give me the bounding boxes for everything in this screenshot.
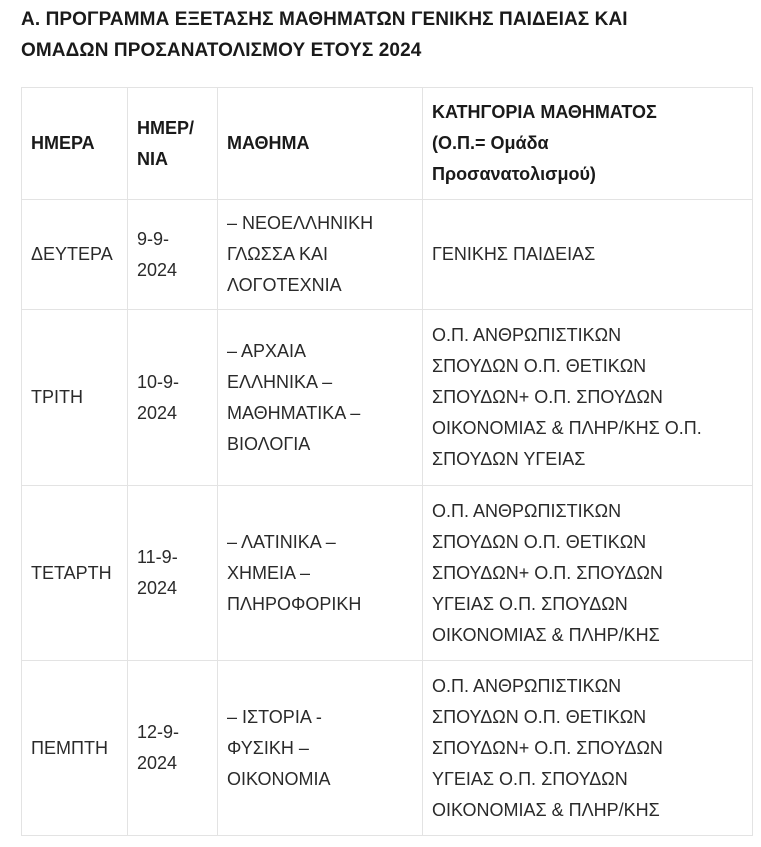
- category-line: Ο.Π. ΑΝΘΡΩΠΙΣΤΙΚΩΝ: [432, 675, 622, 696]
- subject-line: – ΛΑΤΙΝΙΚΑ –: [227, 531, 336, 552]
- date-line: 9-9-: [137, 228, 170, 249]
- subject-cell: [218, 486, 423, 661]
- category-line: ΟΙΚΟΝΟΜΙΑΣ & ΠΛΗΡ/ΚΗΣ: [432, 799, 660, 820]
- date-line: 10-9-: [137, 371, 180, 392]
- subject-line: ΜΑΘΗΜΑΤΙΚΑ –: [227, 402, 361, 423]
- subject-line: ΕΛΛΗΝΙΚΑ –: [227, 371, 333, 392]
- header-date-line: ΝΙΑ: [137, 148, 168, 169]
- day-cell: [22, 661, 128, 836]
- day-cell: [22, 310, 128, 486]
- subject-line: – ΙΣΤΟΡΙΑ -: [227, 706, 322, 727]
- day-text: ΔΕΥΤΕΡΑ: [31, 244, 113, 264]
- subject-line: ΧΗΜΕΙΑ –: [227, 562, 311, 583]
- header-day-label: ΗΜΕΡΑ: [31, 133, 95, 153]
- subject-line: – ΝΕΟΕΛΛΗΝΙΚΗ: [227, 213, 374, 233]
- subject-cell: [218, 200, 423, 310]
- category-line: ΣΠΟΥΔΩΝ+ Ο.Π. ΣΠΟΥΔΩΝ: [432, 737, 663, 758]
- header-category-line: Προσανατολισμού): [432, 164, 596, 184]
- category-line: ΣΠΟΥΔΩΝ ΥΓΕΙΑΣ: [432, 449, 586, 469]
- subject-line: ΒΙΟΛΟΓΙΑ: [227, 433, 311, 454]
- category-cell: [423, 661, 753, 836]
- subject-line: ΛΟΓΟΤΕΧΝΙΑ: [227, 275, 342, 295]
- category-cell: [423, 310, 753, 486]
- subject-line: – ΑΡΧΑΙΑ: [227, 340, 307, 361]
- header-category-line: ΚΑΤΗΓΟΡΙΑ ΜΑΘΗΜΑΤΟΣ: [432, 102, 657, 122]
- header-row: [22, 88, 753, 200]
- date-cell: [128, 486, 218, 661]
- table-row: [22, 661, 753, 836]
- table-row: [22, 310, 753, 486]
- header-date: [128, 88, 218, 200]
- table-row: [22, 200, 753, 310]
- title-line: Α. ΠΡΟΓΡΑΜΜΑ ΕΞΕΤΑΣΗΣ ΜΑΘΗΜΑΤΩΝ ΓΕΝΙΚΗΣ ΠΑΙΔΕΙΑΣ ΚΑΙ: [21, 9, 628, 30]
- category-line: Ο.Π. ΑΝΘΡΩΠΙΣΤΙΚΩΝ: [432, 325, 622, 345]
- date-cell: [128, 200, 218, 310]
- category-line: ΓΕΝΙΚΗΣ ΠΑΙΔΕΙΑΣ: [432, 244, 596, 264]
- header-subject: [218, 88, 423, 200]
- day-text: ΠΕΜΠΤΗ: [31, 737, 108, 758]
- day-cell: [22, 200, 128, 310]
- category-line: ΣΠΟΥΔΩΝ Ο.Π. ΘΕΤΙΚΩΝ: [432, 706, 647, 727]
- header-date-line: ΗΜΕΡ/: [137, 117, 195, 138]
- category-line: ΥΓΕΙΑΣ Ο.Π. ΣΠΟΥΔΩΝ: [432, 768, 628, 789]
- category-line: ΣΠΟΥΔΩΝ Ο.Π. ΘΕΤΙΚΩΝ: [432, 356, 647, 376]
- header-day: [22, 88, 128, 200]
- header-category-line: (Ο.Π.= Ομάδα: [432, 133, 549, 153]
- category-cell: [423, 200, 753, 310]
- category-cell: [423, 486, 753, 661]
- exam-schedule-table: [21, 87, 753, 836]
- category-line: ΣΠΟΥΔΩΝ Ο.Π. ΘΕΤΙΚΩΝ: [432, 531, 647, 552]
- subject-line: ΠΛΗΡΟΦΟΡΙΚΗ: [227, 593, 362, 614]
- header-category: [423, 88, 753, 200]
- date-cell: [128, 661, 218, 836]
- table-body: [22, 200, 753, 836]
- table-header: [22, 88, 753, 200]
- category-line: ΣΠΟΥΔΩΝ+ Ο.Π. ΣΠΟΥΔΩΝ: [432, 387, 663, 407]
- date-line: 2024: [137, 753, 178, 773]
- page-title: [21, 4, 741, 66]
- date-line: 2024: [137, 578, 178, 598]
- date-line: 2024: [137, 259, 178, 280]
- day-text: ΤΕΤΑΡΤΗ: [31, 562, 112, 583]
- subject-line: ΟΙΚΟΝΟΜΙΑ: [227, 768, 331, 789]
- category-line: Ο.Π. ΑΝΘΡΩΠΙΣΤΙΚΩΝ: [432, 500, 622, 521]
- category-line: ΟΙΚΟΝΟΜΙΑΣ & ΠΛΗΡ/ΚΗΣ: [432, 624, 660, 645]
- category-line: ΣΠΟΥΔΩΝ+ Ο.Π. ΣΠΟΥΔΩΝ: [432, 562, 663, 583]
- subject-line: ΦΥΣΙΚΗ –: [227, 737, 309, 758]
- title-line: ΟΜΑΔΩΝ ΠΡΟΣΑΝΑΤΟΛΙΣΜΟΥ ΕΤΟΥΣ 2024: [21, 40, 422, 61]
- header-subject-label: ΜΑΘΗΜΑ: [227, 133, 310, 153]
- subject-cell: [218, 661, 423, 836]
- date-line: 11-9-: [137, 547, 178, 567]
- date-cell: [128, 310, 218, 486]
- day-cell: [22, 486, 128, 661]
- subject-cell: [218, 310, 423, 486]
- table-row: [22, 486, 753, 661]
- category-line: ΟΙΚΟΝΟΜΙΑΣ & ΠΛΗΡ/ΚΗΣ Ο.Π.: [432, 418, 702, 438]
- date-line: 2024: [137, 402, 178, 423]
- subject-line: ΓΛΩΣΣΑ ΚΑΙ: [227, 244, 329, 264]
- category-line: ΥΓΕΙΑΣ Ο.Π. ΣΠΟΥΔΩΝ: [432, 593, 628, 614]
- day-text: ΤΡΙΤΗ: [31, 387, 83, 407]
- date-line: 12-9-: [137, 722, 180, 742]
